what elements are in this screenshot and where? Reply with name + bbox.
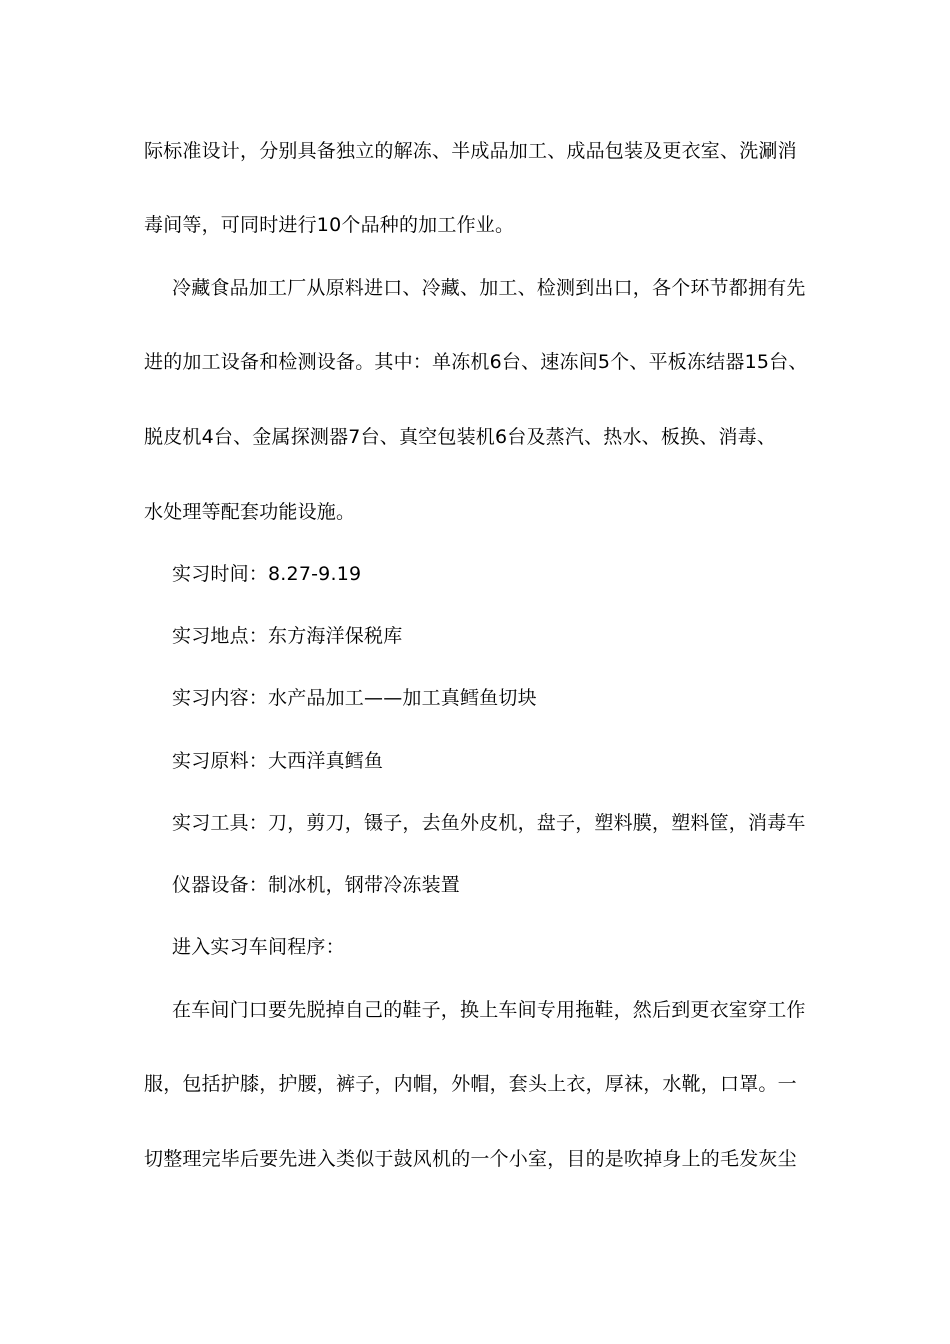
instrument-equipment: 仪器设备：制冰机，钢带冷冻装置: [172, 874, 461, 896]
internship-tools: 实习工具：刀，剪刀，镊子，去鱼外皮机，盘子，塑料膜，塑料筐，消毒车: [172, 812, 806, 834]
text-line: 际标准设计，分别具备独立的解冻、半成品加工、成品包装及更衣室、洗涮消: [144, 140, 797, 162]
text-line: 切整理完毕后要先进入类似于鼓风机的一个小室，目的是吹掉身上的毛发灰尘: [144, 1148, 797, 1170]
text-line: 水处理等配套功能设施。: [144, 501, 356, 523]
paragraph-start-line: 在车间门口要先脱掉自己的鞋子，换上车间专用拖鞋，然后到更衣室穿工作: [172, 999, 806, 1021]
text-line: 脱皮机4台、金属探测器7台、真空包装机6台及蒸汽、热水、板换、消毒、: [144, 426, 777, 448]
text-line: 服，包括护膝，护腰，裤子，内帽，外帽，套头上衣，厚袜，水靴，口罩。一: [144, 1073, 797, 1095]
internship-time: 实习时间：8.27-9.19: [172, 563, 362, 585]
internship-location: 实习地点：东方海洋保税库: [172, 625, 403, 647]
workshop-procedure-heading: 进入实习车间程序：: [172, 936, 345, 958]
text-line: 进的加工设备和检测设备。其中：单冻机6台、速冻间5个、平板冻结器15台、: [144, 351, 808, 373]
text-line: 毒间等，可同时进行10个品种的加工作业。: [144, 214, 515, 236]
internship-content: 实习内容：水产品加工——加工真鳕鱼切块: [172, 687, 537, 709]
internship-materials: 实习原料：大西洋真鳕鱼: [172, 750, 384, 772]
paragraph-start-line: 冷藏食品加工厂从原料进口、冷藏、加工、检测到出口，各个环节都拥有先: [172, 277, 806, 299]
